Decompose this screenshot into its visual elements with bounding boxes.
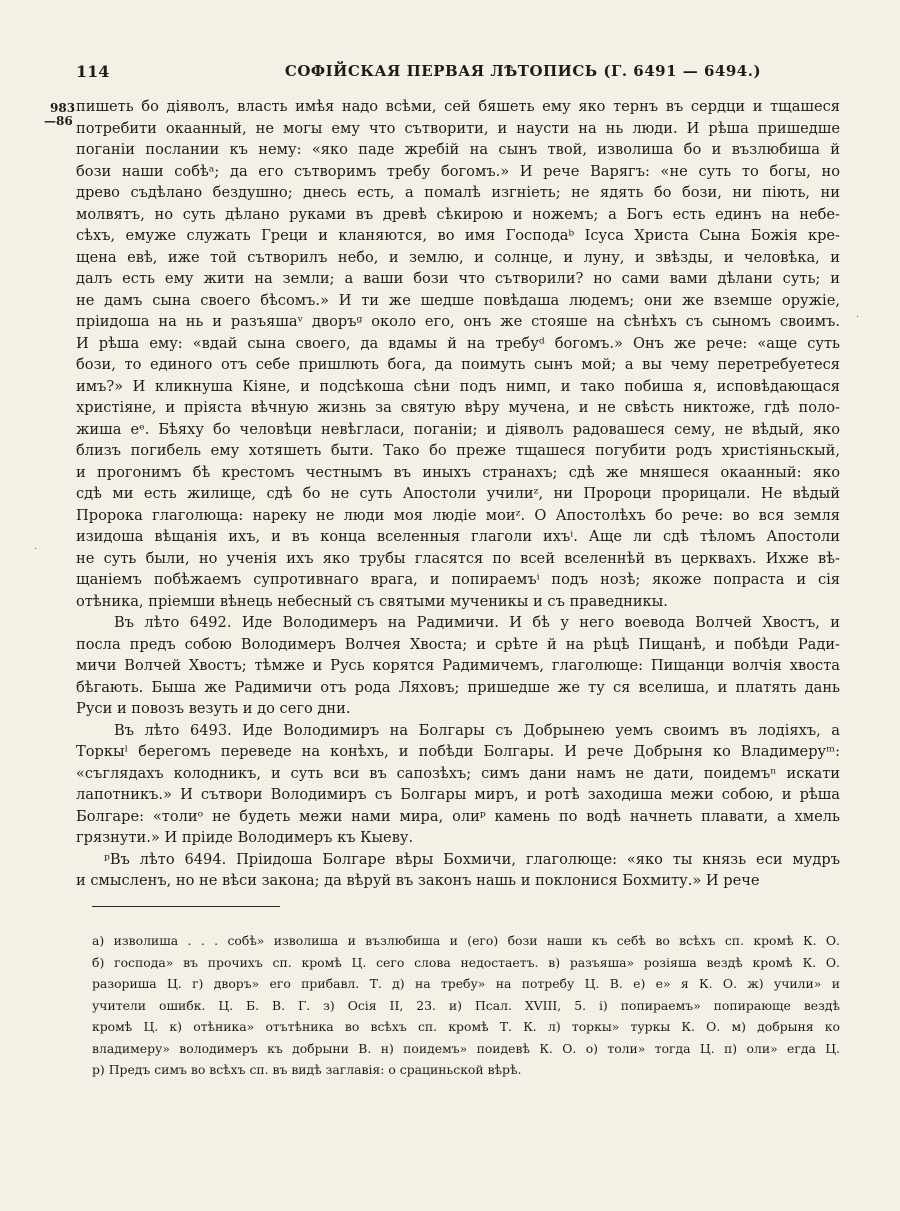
text-line: имъ?» И кликнуша Кіяне, и подсѣкоша сѣни подъ нимп, и тако побиша я, исповѣдающася: [76, 377, 840, 395]
text-line: бѣгають. Быша же Радимичи отъ рода Ляховъ; пришедше же ту ся вселиша, и платять дань: [76, 678, 840, 696]
text-line: посла предъ собою Володимеръ Волчея Хвоста; и срѣте й на рѣцѣ Пищанѣ, и побѣди Ради-: [76, 635, 840, 653]
footnote-line: а) изволиша . . . собѣ» изволиша и възлюбиша и (его) бози наши къ себѣ во всѣхъ сп. кромѣ К. О.: [92, 933, 840, 948]
margin-year-bottom: —86: [44, 114, 73, 128]
text-line: Пророка глаголюща: нареку не люди моя людіе моиᶻ. О Апостолѣхъ бо рече: во вся земля: [76, 506, 840, 524]
text-line: древо съдѣлано бездушно; днесь есть, а помалѣ изгніеть; не ядять бо бози, ни піють, ни: [76, 184, 840, 201]
footnote-line: кромѣ Ц. к) отѣника» отътѣника во всѣхъ сп. кромѣ Т. К. л) торкы» туркы К. О. м) добрыня ко: [92, 1019, 840, 1034]
margin-mark: ·: [856, 312, 860, 323]
text-line: грязнути.» И пріиде Володимеръ къ Кыеву.: [76, 829, 414, 846]
text-line: жиша еᵉ. Бѣяху бо человѣци невѣгласи, поганіи; и діяволъ радовашеся сему, не вѣдый, яко: [76, 420, 840, 438]
footnote-line: учители ошибк. Ц. Б. В. Г. з) Осія II, 23. и) Псал. XVIII, 5. і) попираемъ» попирающе вездѣ: [92, 997, 840, 1013]
text-line: пріидоша на нь и разъяшаᵛ дворъᵍ около его, онъ же стояше на сѣнѣхъ съ сыномъ своимъ.: [76, 313, 840, 330]
text-line: щаніемъ побѣжаемъ супротивнаго врага, и попираемъⁱ подъ нозѣ; якоже попраста и сія: [76, 571, 840, 588]
text-line: сдѣ ми есть жилище, сдѣ бо не суть Апостоли училиᶻ, ни Пророци прорицали. Не вѣдый: [76, 485, 840, 502]
running-title: СОФІЙСКАЯ ПЕРВАЯ ЛѢТОПИСЬ (Г. 6491 — 6494.): [284, 62, 762, 80]
text-line: Въ лѣто 6492. Иде Володимеръ на Радимичи. И бѣ у него воевода Волчей Хвостъ, и: [114, 614, 840, 631]
text-line: мичи Волчей Хвостъ; тѣмже и Русь корятся Радимичемъ, глаголюще: Пищанци волчія хвоста: [76, 657, 840, 674]
margin-year-top: 983: [50, 101, 76, 115]
footnote-line: р) Предъ симъ во всѣхъ сп. въ видѣ заглавія: о срациньской вѣрѣ.: [92, 1062, 522, 1077]
text-line: «съглядахъ колодникъ, и суть вси въ сапозѣхъ; симъ дани намъ не дати, поидемъⁿ искати: [76, 764, 840, 782]
footnotes: [92, 930, 840, 1081]
text-line: пишеть бо діяволъ, власть имѣя надо всѣми, сей бяшеть ему яко тернъ въ сердци и тщашеся: [76, 98, 840, 115]
text-line: не дамъ сына своего бѣсомъ.» И ти же шедше повѣдаша людемъ; они же вземше оружіе,: [76, 291, 840, 309]
text-line: поганіи послании къ нему: «яко паде жребій на сынъ твой, изволиша бо и възлюбиша й: [76, 141, 840, 158]
footnote-line: б) господа» въ прочихъ сп. кромѣ Ц. сего слова недостаетъ. в) разъяша» розіяша вездѣ кромѣ К. О.: [92, 954, 840, 970]
footnote-line: разориша Ц. г) дворъ» его прибавл. Т. д) на требу» на потребу Ц. В. е) е» я К. О. ж) учили» и: [92, 976, 840, 991]
text-line: Болгаре: «толиᵒ не будеть межи нами мира, олиᵖ камень по водѣ начнеть плавати, а хмель: [76, 807, 840, 825]
text-line: отѣника, пріемши вѣнець небесный съ святыми мученикы и съ праведникы.: [76, 592, 668, 610]
text-line: бози, то единого отъ себе пришлють бога, да поимуть сынъ мой; а вы чему перетребуетеся: [76, 356, 840, 373]
text-line: ᵖВъ лѣто 6494. Пріидоша Болгаре вѣры Бохмичи, глаголюще: «яко ты князь еси мудръ: [104, 850, 840, 868]
text-line: далъ есть ему жити на земли; а ваши бози что сътворили? но сами вами дѣлани суть; и: [76, 270, 840, 287]
text-line: щена евѣ, иже той сътворилъ небо, и землю, и солнце, и луну, и звѣзды, и человѣка, и: [76, 248, 840, 266]
text-line: и смысленъ, но не вѣси закона; да вѣруй въ законъ нашь и поклонися Бохмиту.» И рече: [76, 872, 760, 889]
text-line: Въ лѣто 6493. Иде Володимиръ на Болгары съ Добрынею уемъ своимъ въ лодіяхъ, а: [114, 721, 840, 739]
text-line: И рѣша ему: «вдай сына своего, да вдамы й на требуᵈ богомъ.» Онъ же рече: «аще суть: [76, 334, 840, 352]
text-line: молвятъ, но суть дѣлано руками въ древѣ сѣкирою и ножемъ; а Богъ есть единъ на небе-: [76, 205, 840, 223]
text-line: сѣхъ, емуже служать Греци и кланяются, во имя Господаᵇ Ісуса Христа Сына Божія кре-: [76, 227, 840, 244]
text-line: бози наши собѣᵃ; да его сътворимъ требу богомъ.» И рече Варягъ: «не суть то богы, но: [76, 162, 840, 180]
text-line: близъ погибель ему хотяшеть быти. Тако бо преже тщашеся погубити родъ христіяньскый,: [76, 442, 840, 459]
text-line: не суть были, но ученія ихъ яко трубы гласятся по всей вселеннѣй въ церквахъ. Ихже вѣ-: [76, 549, 840, 567]
text-line: лапотникъ.» И сътвори Володимиръ съ Болгары миръ, и ротѣ заходиша межи собою, и рѣша: [76, 786, 840, 803]
margin-mark: ·: [34, 544, 38, 555]
text-line: и прогонимъ бѣ крестомъ честнымъ въ иныхъ странахъ; сдѣ же мняшеся окаанный: яко: [76, 463, 840, 481]
page-header: [76, 62, 840, 86]
text-line: потребити окаанный, не могы ему что сътворити, и наусти на нь люди. И рѣша пришедше: [76, 119, 840, 137]
text-line: Торкыˡ берегомъ переведе на конѣхъ, и побѣди Болгары. И рече Добрыня ко Владимеруᵐ:: [76, 743, 840, 760]
text-line: христіяне, и пріяста вѣчную жизнь за святую вѣру мучена, и не свѣсть никтоже, гдѣ поло-: [76, 399, 840, 416]
main-text: [76, 96, 840, 892]
footnote-rule: [92, 906, 280, 907]
text-line: изидоша вѣщанія ихъ, и въ конца вселенныя глаголи ихъⁱ. Аще ли сдѣ тѣломъ Апостоли: [76, 528, 840, 545]
footnote-line: владимеру» володимеръ къ добрыни В. н) поидемъ» поидевѣ К. О. о) толи» тогда Ц. п) оли» егда Ц.: [92, 1040, 840, 1056]
text-line: Руси и повозъ везуть и до сего дни.: [76, 700, 351, 717]
page-number: 114: [76, 62, 110, 81]
